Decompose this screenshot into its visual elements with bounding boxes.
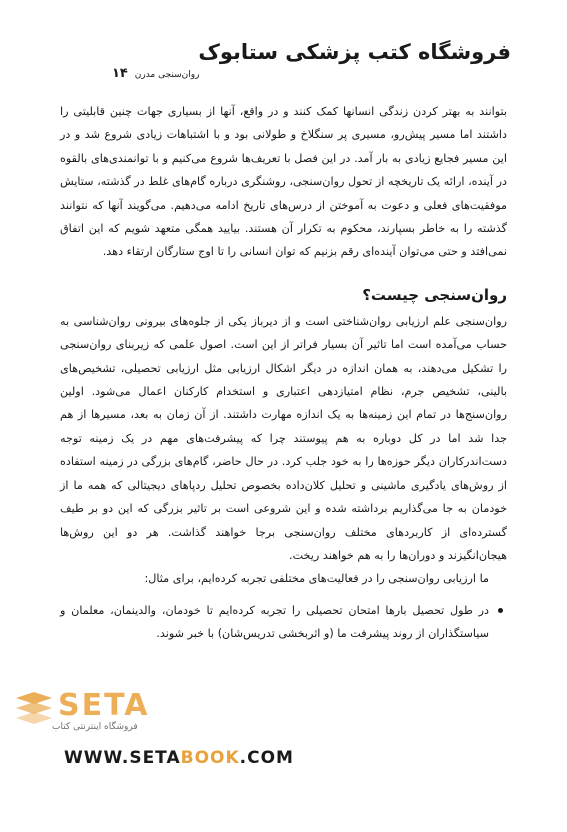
page-number: ۱۴ [112, 66, 128, 81]
examples-intro: ما ارزیابی روان‌سنجی را در فعالیت‌های مختلفی تجربه کرده‌ایم، برای مثال: [144, 572, 489, 586]
seta-watermark [12, 688, 242, 736]
examples-list [60, 599, 507, 646]
list-item: در طول تحصیل بارها امتحان تحصیلی را تجربه کرده‌ایم تا خودمان، والدینمان، معلمان و سیاستگذاران از روند پیشرفت ما (و اثربخشی تدریس‌شان) با خبر شوند. [60, 599, 489, 646]
page-header [60, 40, 511, 84]
intro-paragraph: بتوانند به بهتر کردن زندگی انسانها کمک کنند و در واقع، آنها از بسیاری جهات چنین قابلیتی را داشتند اما مسیر پیش‌رو، مسیری پر سنگلاخ و طولانی بود و با اشتباهات زیادی شروع شد و در این مسیر فجایع زیادی به بار آمد. در این فصل با تعریف‌ها شروع می‌کنیم و با توانمندی‌های بالقوه در آینده، ارائه یک تاریخچه از تحول روان‌سنجی، روشنگری درباره گام‌های غلط در گذشته، ستایش موفقیت‌های فعلی و دعوت به آموختن از درس‌های تاریخ ادامه می‌دهیم. می‌گویند آنها که نتوانند گذشته را به خاطر بسپارند، محکوم به تکرار آن هستند. بیایید همگی متعهد شویم که این اتفاق نمی‌افتد و حتی می‌توان آینده‌ای رقم بزنیم که توان انسانی را تا اوج ستارگان ارتقاء دهد. [60, 105, 507, 259]
watermark-caption: فروشگاه اینترنتی کتاب [52, 722, 138, 732]
url-prefix: WWW.SETA [64, 748, 181, 768]
watermark-logo-text: SETA [58, 688, 150, 723]
section-heading: روان‌سنجی چیست؟ [362, 285, 507, 304]
url-brand: BOOK [180, 748, 240, 768]
url-suffix: .COM [239, 748, 294, 768]
running-head [112, 66, 199, 81]
page-body [60, 100, 507, 646]
seta-logo-icon [12, 690, 56, 730]
section-paragraph: روان‌سنجی علم ارزیابی روان‌شناختی است و از دیرباز یکی از جلوه‌های بیرونی روان‌شناسی به حساب می‌آمده است اما تاثیر آن بسیار فراتر از این است. اصول علمی که زیربنای روان‌سنجی را تشکیل می‌دهند، به همان اندازه در دیگر اشکال ارزیابی مثل ارزیابی تحصیلی، تشخیص‌های بالینی، تشخیص جرم، نظام امتیازدهی اعتباری و استخدام کارکنان اعمال می‌شود. اولین روان‌سنج‌ها در تمام این زمینه‌ها به یک اندازه مهارت داشتند. از آن زمان به بعد، مسیرها از هم جدا شد اما در کل دوباره به هم پیوستند چرا که پیشرفت‌های مهم در یک زمینه توجه دست‌اندرکاران دیگر حوزه‌ها را به خود جلب کرد. در حال حاضر، گام‌های بزرگی در زمینه استفاده از روش‌های یادگیری ماشینی و تحلیل کلان‌داده بخصوص تحلیل ردپاهای دیجیتالی که همه ما از خودمان به جا می‌گذاریم برداشته شده و این شروعی است بر تاثیر بزرگی که این دو بر طیف گسترده‌ای از کاربردهای مختلف روان‌سنجی برجا خواهند گذاشت. هر دو این روش‌ها هیجان‌انگیزند و دوران‌ها را به هم خواهند ریخت. [60, 314, 507, 562]
store-title: فروشگاه کتب پزشکی ستابوک [198, 40, 511, 64]
running-head-title: روان‌سنجی مدرن [134, 70, 200, 80]
footer-url[interactable] [64, 748, 294, 768]
